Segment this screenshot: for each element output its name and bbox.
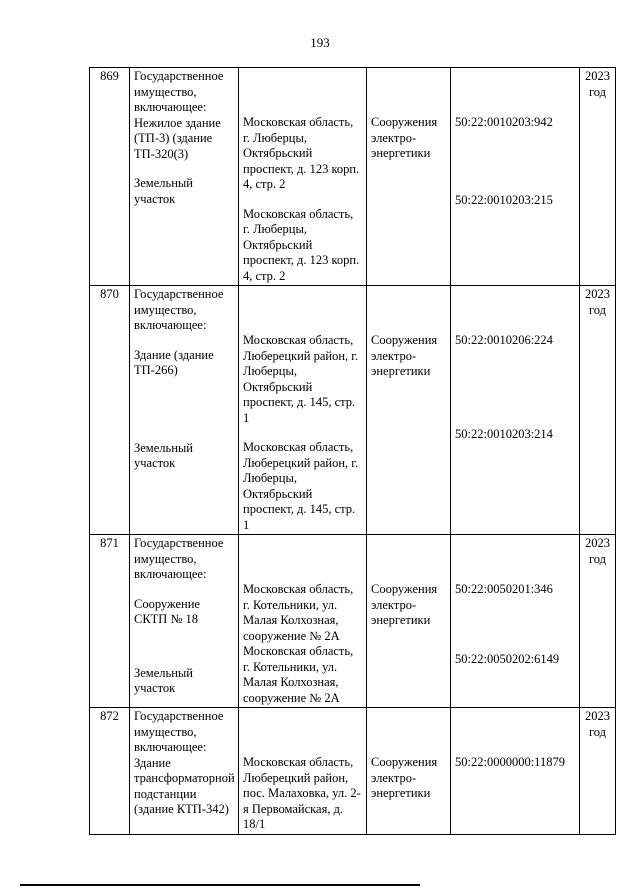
object-address: Московская область, г. Котельники, ул. Малая Колхозная, сооружение № 2А xyxy=(243,644,354,705)
year-cell: 2023 год xyxy=(580,535,616,708)
address-cell xyxy=(239,68,367,286)
year-cell: 2023 год xyxy=(580,708,616,835)
year-cell: 2023 год xyxy=(580,286,616,535)
object-name-cell xyxy=(130,68,239,286)
group-header: Государственное имущество, включающее: xyxy=(134,536,224,581)
object-address: Московская область, Люберецкий район, г. Люберцы, Октябрьский проспект, д. 145, стр. 1 xyxy=(243,440,359,532)
object-name: Здание трансформаторной подстанции (здание КТП-342) xyxy=(134,755,235,816)
address-cell xyxy=(239,286,367,535)
purpose-cell xyxy=(367,286,451,535)
row-number: 869 xyxy=(90,68,130,286)
object-address: Московская область, г. Котельники, ул. Малая Колхозная, сооружение № 2А xyxy=(243,582,354,643)
address-cell xyxy=(239,708,367,835)
cadastral-number: 50:22:0010203:215 xyxy=(455,192,553,207)
object-name-cell xyxy=(130,286,239,535)
cadastral-cell xyxy=(451,68,580,286)
group-header: Государственное имущество, включающее: xyxy=(134,287,224,332)
object-name: Земельный участок xyxy=(134,176,193,206)
cadastral-number: 50:22:0050201:346 xyxy=(455,582,553,596)
purpose-cell xyxy=(367,535,451,708)
object-address: Московская область, г. Люберцы, Октябрьский проспект, д. 123 корп. 4, стр. 2 xyxy=(243,115,360,191)
object-purpose: Сооружения электро-энергетики xyxy=(371,115,438,160)
cadastral-cell xyxy=(451,535,580,708)
object-name-cell xyxy=(130,708,239,835)
cadastral-number: 50:22:0010203:214 xyxy=(455,426,553,441)
table-row xyxy=(90,286,616,535)
object-name: Земельный участок xyxy=(134,665,193,695)
cadastral-number: 50:22:0050202:6149 xyxy=(455,651,560,666)
object-address: Московская область, Люберецкий район, г. Люберцы, Октябрьский проспект, д. 145, стр. 1 xyxy=(243,333,359,425)
table-row xyxy=(90,68,616,286)
object-name: Сооружение СКТП № 18 xyxy=(134,596,200,626)
object-purpose: Сооружения электро-энергетики xyxy=(371,333,438,378)
page-number: 193 xyxy=(310,35,330,50)
cadastral-cell xyxy=(451,286,580,535)
purpose-cell xyxy=(367,68,451,286)
object-purpose: Сооружения электро-энергетики xyxy=(371,755,438,800)
object-name: Здание (здание ТП-266) xyxy=(134,347,214,377)
object-purpose: Сооружения электро-энергетики xyxy=(371,582,438,627)
cadastral-number: 50:22:0010206:224 xyxy=(455,333,553,347)
address-cell xyxy=(239,535,367,708)
object-address: Московская область, г. Люберцы, Октябрьский проспект, д. 123 корп. 4, стр. 2 xyxy=(243,206,360,283)
bottom-rule xyxy=(20,884,420,886)
cadastral-number: 50:22:0000000:11879 xyxy=(455,755,565,769)
row-number: 870 xyxy=(90,286,130,535)
row-number: 872 xyxy=(90,708,130,835)
object-name: Земельный участок xyxy=(134,440,193,470)
cadastral-number: 50:22:0010203:942 xyxy=(455,115,553,129)
row-number: 871 xyxy=(90,535,130,708)
object-name: Нежилое здание (ТП-3) (здание ТП-320(3) xyxy=(134,115,221,161)
cadastral-cell xyxy=(451,708,580,835)
purpose-cell xyxy=(367,708,451,835)
year-cell: 2023 год xyxy=(580,68,616,286)
table-row xyxy=(90,535,616,708)
table-row xyxy=(90,708,616,835)
object-address: Московская область, Люберецкий район, пос. Малаховка, ул. 2-я Первомайская, д. 18/1 xyxy=(243,755,361,831)
group-header: Государственное имущество, включающее: xyxy=(134,709,224,754)
object-name-cell xyxy=(130,535,239,708)
property-register-table xyxy=(89,67,616,835)
group-header: Государственное имущество, включающее: xyxy=(134,69,224,114)
